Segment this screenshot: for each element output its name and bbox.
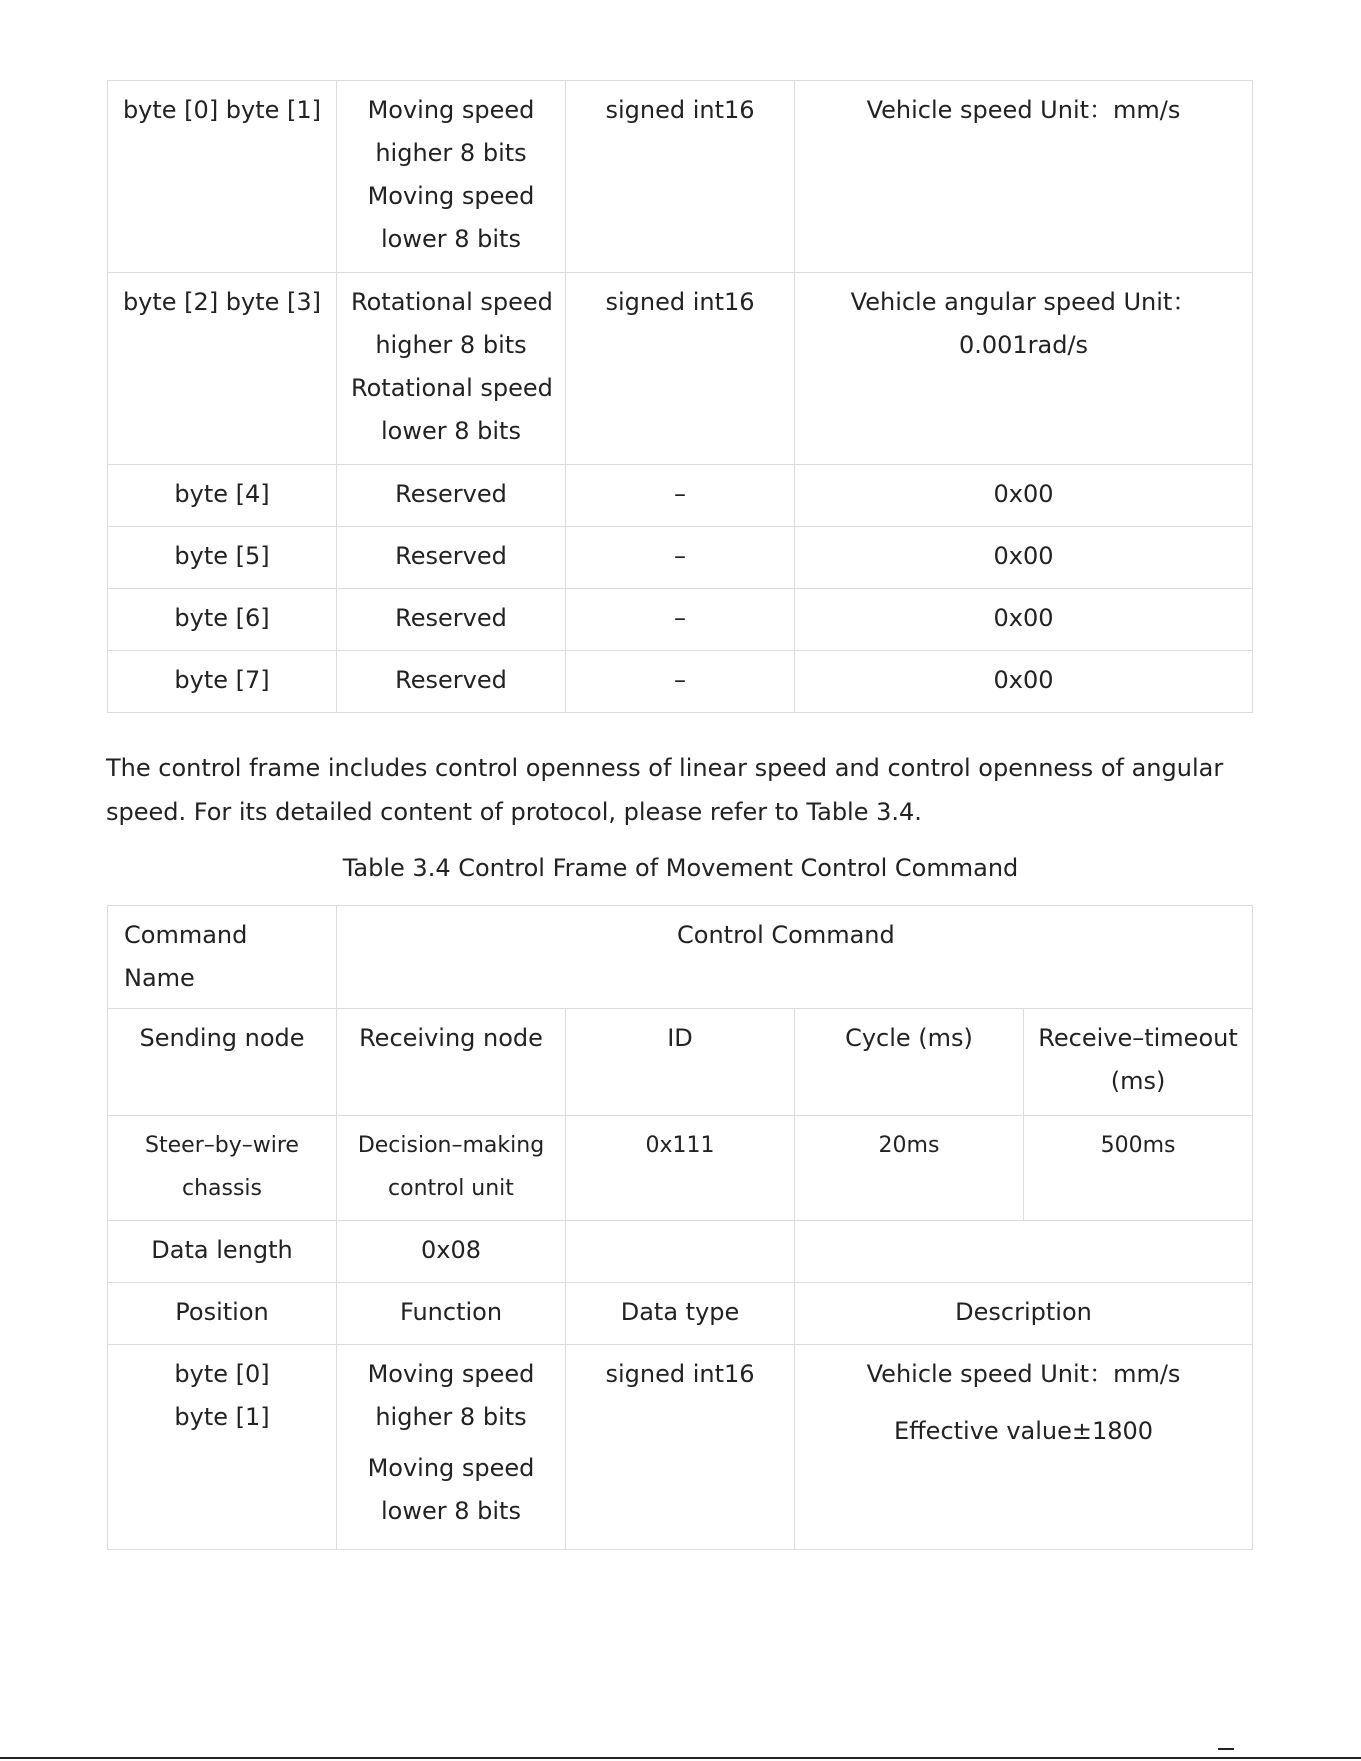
col-position-header: Position — [108, 1283, 337, 1345]
table-row — [108, 81, 1253, 273]
data-length-value: 0x08 — [337, 1221, 566, 1283]
table-row — [108, 1009, 1253, 1116]
table-row — [108, 1221, 1253, 1283]
control-frame-table — [107, 905, 1253, 1550]
table-row — [108, 1116, 1253, 1221]
command-name-value: Control Command — [337, 906, 1253, 1009]
table-caption: Table 3.4 Control Frame of Movement Control Command — [342, 854, 1019, 882]
col-description-header: Description — [795, 1283, 1253, 1345]
footer-mark — [1218, 1748, 1234, 1750]
description-cell: 0x00 — [795, 651, 1253, 713]
table-row — [108, 1345, 1253, 1550]
header-id: ID — [566, 1009, 795, 1116]
header-cycle: Cycle (ms) — [795, 1009, 1024, 1116]
function-cell: Reserved — [337, 465, 566, 527]
table-row — [108, 1283, 1253, 1345]
description-cell: Vehicle speed Unit：mm/s — [795, 81, 1253, 273]
function-cell: Reserved — [337, 651, 566, 713]
id-cell: 0x111 — [566, 1116, 795, 1221]
header-receive-timeout: Receive–timeout (ms) — [1024, 1009, 1253, 1116]
function-cell: Reserved — [337, 589, 566, 651]
description-cell: 0x00 — [795, 589, 1253, 651]
function-cell: Moving speed higher 8 bits Moving speed lower 8 bits — [337, 1345, 566, 1550]
timeout-cell: 500ms — [1024, 1116, 1253, 1221]
command-name-label: Command Name — [108, 906, 337, 1009]
table-row — [108, 906, 1253, 1009]
table-row — [108, 651, 1253, 713]
cycle-cell: 20ms — [795, 1116, 1024, 1221]
data-type-cell: – — [566, 465, 795, 527]
data-type-cell: signed int16 — [566, 273, 795, 465]
col-data-type-header: Data type — [566, 1283, 795, 1345]
table-row — [108, 527, 1253, 589]
position-cell: byte [0] byte [1] — [108, 81, 337, 273]
function-cell: Reserved — [337, 527, 566, 589]
body-paragraph: The control frame includes control openness of linear speed and control openness of angular speed. For its detailed content of protocol, please refer to Table 3.4. — [106, 754, 1224, 826]
data-type-cell: – — [566, 589, 795, 651]
data-type-cell: – — [566, 651, 795, 713]
table-row — [108, 589, 1253, 651]
sending-node-cell: Steer–by–wire chassis — [108, 1116, 337, 1221]
description-cell: Vehicle speed Unit：mm/s Effective value±1800 — [795, 1345, 1253, 1550]
position-cell: byte [5] — [108, 527, 337, 589]
receiving-node-cell: Decision–making control unit — [337, 1116, 566, 1221]
data-type-cell: signed int16 — [566, 1345, 795, 1550]
position-cell: byte [2] byte [3] — [108, 273, 337, 465]
position-cell: byte [0] byte [1] — [108, 1345, 337, 1550]
data-type-cell: – — [566, 527, 795, 589]
empty-cell — [795, 1221, 1253, 1283]
footer-rule — [0, 1757, 1361, 1759]
table-row — [108, 465, 1253, 527]
col-function-header: Function — [337, 1283, 566, 1345]
header-sending-node: Sending node — [108, 1009, 337, 1116]
position-cell: byte [7] — [108, 651, 337, 713]
description-cell: 0x00 — [795, 465, 1253, 527]
empty-cell — [566, 1221, 795, 1283]
data-type-cell: signed int16 — [566, 81, 795, 273]
function-cell: Rotational speed higher 8 bits Rotational speed lower 8 bits — [337, 273, 566, 465]
table-row — [108, 273, 1253, 465]
feedback-frame-table — [107, 80, 1253, 713]
header-receiving-node: Receiving node — [337, 1009, 566, 1116]
description-cell: 0x00 — [795, 527, 1253, 589]
position-cell: byte [6] — [108, 589, 337, 651]
description-cell: Vehicle angular speed Unit： 0.001rad/s — [795, 273, 1253, 465]
position-cell: byte [4] — [108, 465, 337, 527]
function-cell: Moving speed higher 8 bits Moving speed lower 8 bits — [337, 81, 566, 273]
data-length-label: Data length — [108, 1221, 337, 1283]
